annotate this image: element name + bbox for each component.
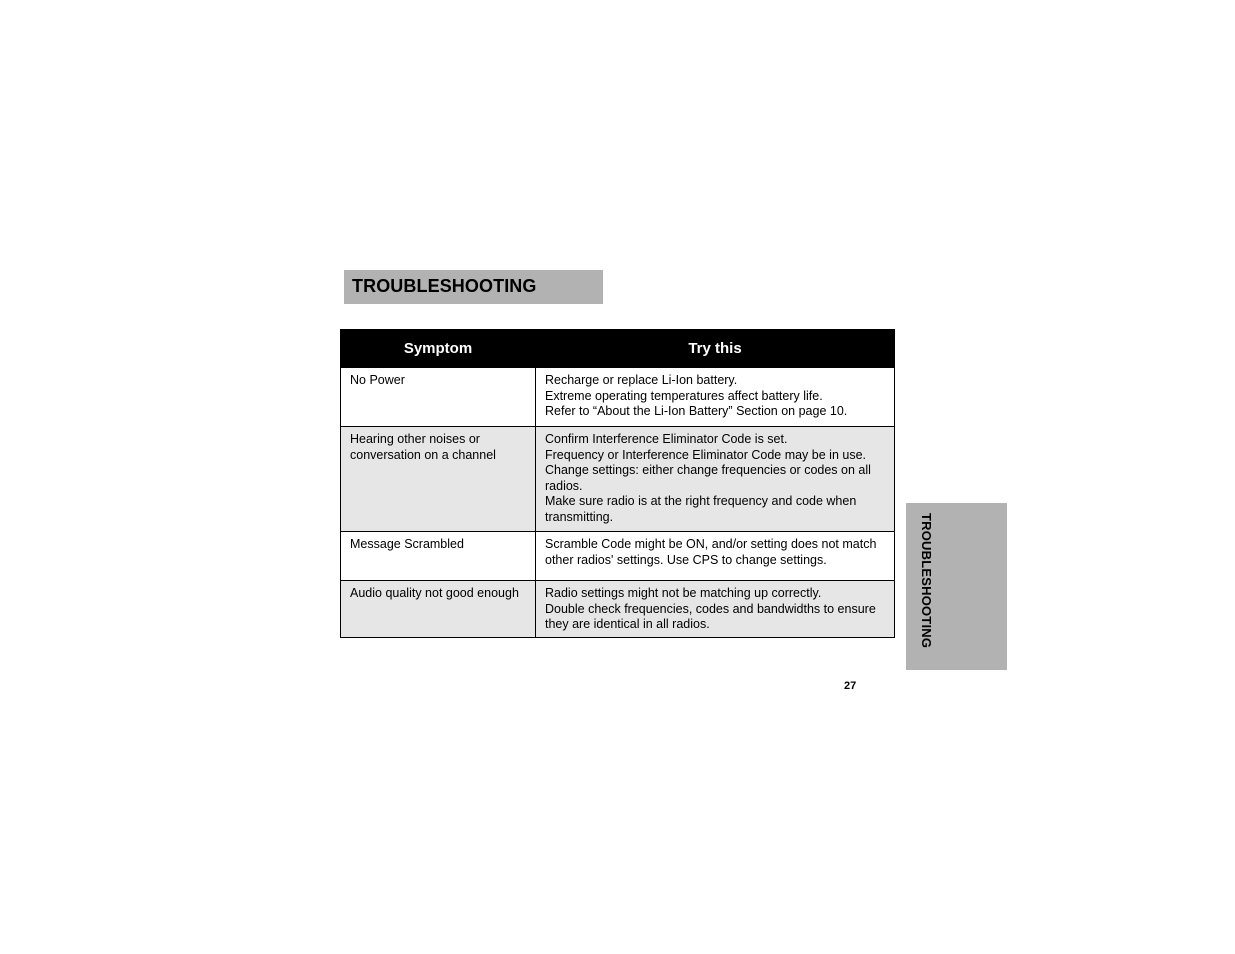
table-row: [341, 427, 895, 532]
section-title: TROUBLESHOOTING: [344, 270, 603, 304]
symptom-cell: Hearing other noises or conversation on a channel: [341, 427, 536, 532]
page-number: 27: [844, 680, 857, 692]
symptom-cell: No Power: [341, 368, 536, 427]
table-row: [341, 368, 895, 427]
symptom-cell: Message Scrambled: [341, 532, 536, 581]
remedy-line: Recharge or replace Li-Ion battery.: [545, 373, 738, 387]
remedy-line: Extreme operating temperatures affect battery life.: [545, 388, 823, 403]
try-this-cell: [536, 427, 895, 532]
try-this-cell: [536, 368, 895, 427]
table-header-row: [341, 330, 895, 368]
symptom-cell: Audio quality not good enough: [341, 581, 536, 638]
remedy-line: Confirm Interference Eliminator Code is set.: [545, 432, 788, 446]
remedy-line: Make sure radio is at the right frequency and code when transmitting.: [545, 494, 857, 524]
side-tab-label: TROUBLESHOOTING: [919, 513, 934, 649]
remedy-line: Refer to “About the Li-Ion Battery” Section on page 10.: [545, 404, 848, 419]
column-header-try-this: Try this: [536, 330, 895, 368]
remedy-line: Double check frequencies, codes and bandwidths to ensure they are identical in all radios.: [545, 601, 876, 632]
troubleshooting-table: [340, 329, 895, 638]
remedy-line: Change settings: either change frequencies or codes on all radios.: [545, 463, 871, 493]
try-this-cell: [536, 532, 895, 581]
remedy-line: Radio settings might not be matching up correctly.: [545, 586, 822, 600]
table-row: [341, 532, 895, 581]
table-row: [341, 581, 895, 638]
remedy-line: Frequency or Interference Eliminator Code may be in use.: [545, 447, 866, 462]
try-this-cell: [536, 581, 895, 638]
remedy-line: Scramble Code might be ON, and/or setting does not match other radios' settings. Use CPS to change settings.: [545, 537, 877, 567]
column-header-symptom: Symptom: [341, 330, 536, 368]
